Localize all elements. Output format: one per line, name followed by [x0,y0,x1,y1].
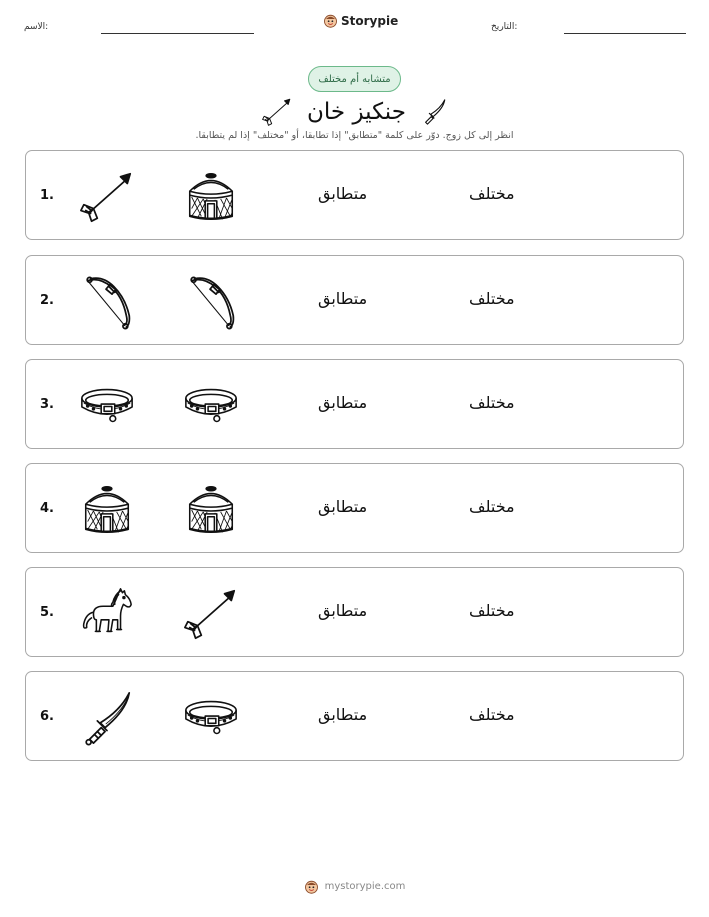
different-option[interactable]: مختلف [469,289,515,308]
brand-name: Storypie [341,13,399,28]
question-number: 5. [40,605,54,620]
question-row [25,567,684,657]
question-number: 2. [40,293,54,308]
same-option[interactable]: متطابق [318,289,368,308]
sword-icon [420,98,448,126]
question-row [25,255,684,345]
same-option[interactable]: متطابق [318,184,368,203]
different-option[interactable]: مختلف [469,393,515,412]
question-row [25,359,684,449]
question-row [25,671,684,761]
belt-icon [78,377,136,435]
yurt-icon [182,481,240,539]
name-label: الاسم: [24,22,49,32]
arrow-icon [182,585,240,643]
footer-site[interactable]: mystorypie.com [324,881,406,892]
horse-icon [78,585,136,643]
arrow-icon [261,96,293,128]
brand-logo [323,13,398,28]
arrow-icon [78,168,136,226]
name-field[interactable] [101,33,254,34]
footer [0,879,709,894]
page-title: جنكيز خان [307,99,406,125]
storypie-mascot-icon [323,13,338,28]
yurt-icon [182,168,240,226]
bow-icon [182,273,240,331]
yurt-icon [78,481,136,539]
question-row [25,463,684,553]
same-option[interactable]: متطابق [318,393,368,412]
question-number: 3. [40,397,54,412]
same-option[interactable]: متطابق [318,497,368,516]
different-option[interactable]: مختلف [469,497,515,516]
question-number: 6. [40,709,54,724]
belt-icon [182,689,240,747]
storypie-mascot-icon [304,879,319,894]
belt-icon [182,377,240,435]
different-option[interactable]: مختلف [469,705,515,724]
question-number: 4. [40,501,54,516]
worksheet-type-badge: متشابه أم مختلف [308,66,401,92]
date-field[interactable] [564,33,686,34]
different-option[interactable]: مختلف [469,601,515,620]
bow-icon [78,273,136,331]
different-option[interactable]: مختلف [469,184,515,203]
same-option[interactable]: متطابق [318,705,368,724]
sword-icon [78,689,136,747]
date-label: التاريخ: [491,22,518,32]
title-row [0,96,709,128]
same-option[interactable]: متطابق [318,601,368,620]
question-row [25,150,684,240]
question-number: 1. [40,188,54,203]
instructions: انظر إلى كل زوج. دوّر على كلمة "متطابق" إذا تطابقا، أو "مختلف" إذا لم يتطابقا. [195,130,514,141]
